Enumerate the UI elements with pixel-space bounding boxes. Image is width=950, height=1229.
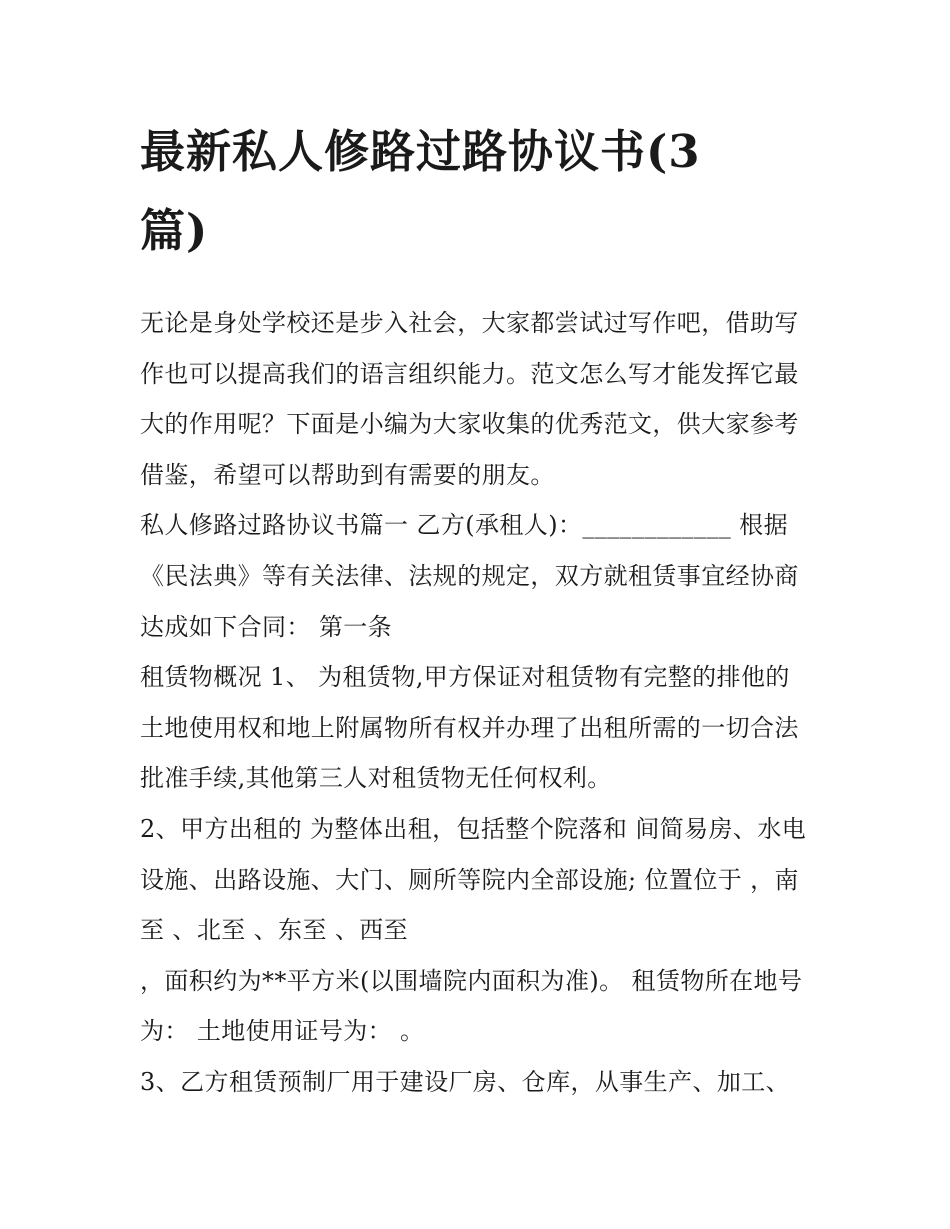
text-line: ，面积约为**平方米(以围墙院内面积为准)。 租赁物所在地号 xyxy=(140,966,803,995)
text-line: 批准手续,其他第三人对租赁物无任何权利。 xyxy=(140,764,612,793)
text-line: 私人修路过路协议书篇一 乙方(承租人)：____________ 根据 xyxy=(140,511,788,540)
text-line: 3、乙方租赁预制厂用于建设厂房、仓库，从事生产、加工、 xyxy=(140,1067,791,1096)
text-line: 至 、北至 、东至 、西至 xyxy=(140,916,409,945)
document-body xyxy=(140,298,820,1108)
text-line: 达成如下合同： 第一条 xyxy=(140,612,393,641)
text-line: 无论是身处学校还是步入社会，大家都尝试过写作吧，借助写 xyxy=(140,309,799,337)
text-line: 2、甲方出租的 为整体出租，包括整个院落和 间简易房、水电 xyxy=(140,814,807,843)
text-line: 借鉴，希望可以帮助到有需要的朋友。 xyxy=(140,460,555,489)
text-line: 大的作用呢？下面是小编为大家收集的优秀范文，供大家参考 xyxy=(140,410,799,439)
text-line: 《民法典》等有关法律、法规的规定，双方就租赁事宜经协商 xyxy=(140,561,799,590)
text-line: 设施、出路设施、大门、厕所等院内全部设施; 位置位于 ，南 xyxy=(140,865,799,894)
text-line: 作也可以提高我们的语言组织能力。范文怎么写才能发挥它最 xyxy=(140,359,799,388)
text-line: 租赁物概况 1、 为租赁物,甲方保证对租赁物有完整的排他的 xyxy=(140,663,790,692)
text-line: 土地使用权和地上附属物所有权并办理了出租所需的一切合法 xyxy=(140,713,799,742)
text-line: 为： 土地使用证号为： 。 xyxy=(140,1017,425,1046)
document-page xyxy=(140,112,820,1108)
document-title: 最新私人修路过路协议书(3篇) xyxy=(140,125,701,257)
